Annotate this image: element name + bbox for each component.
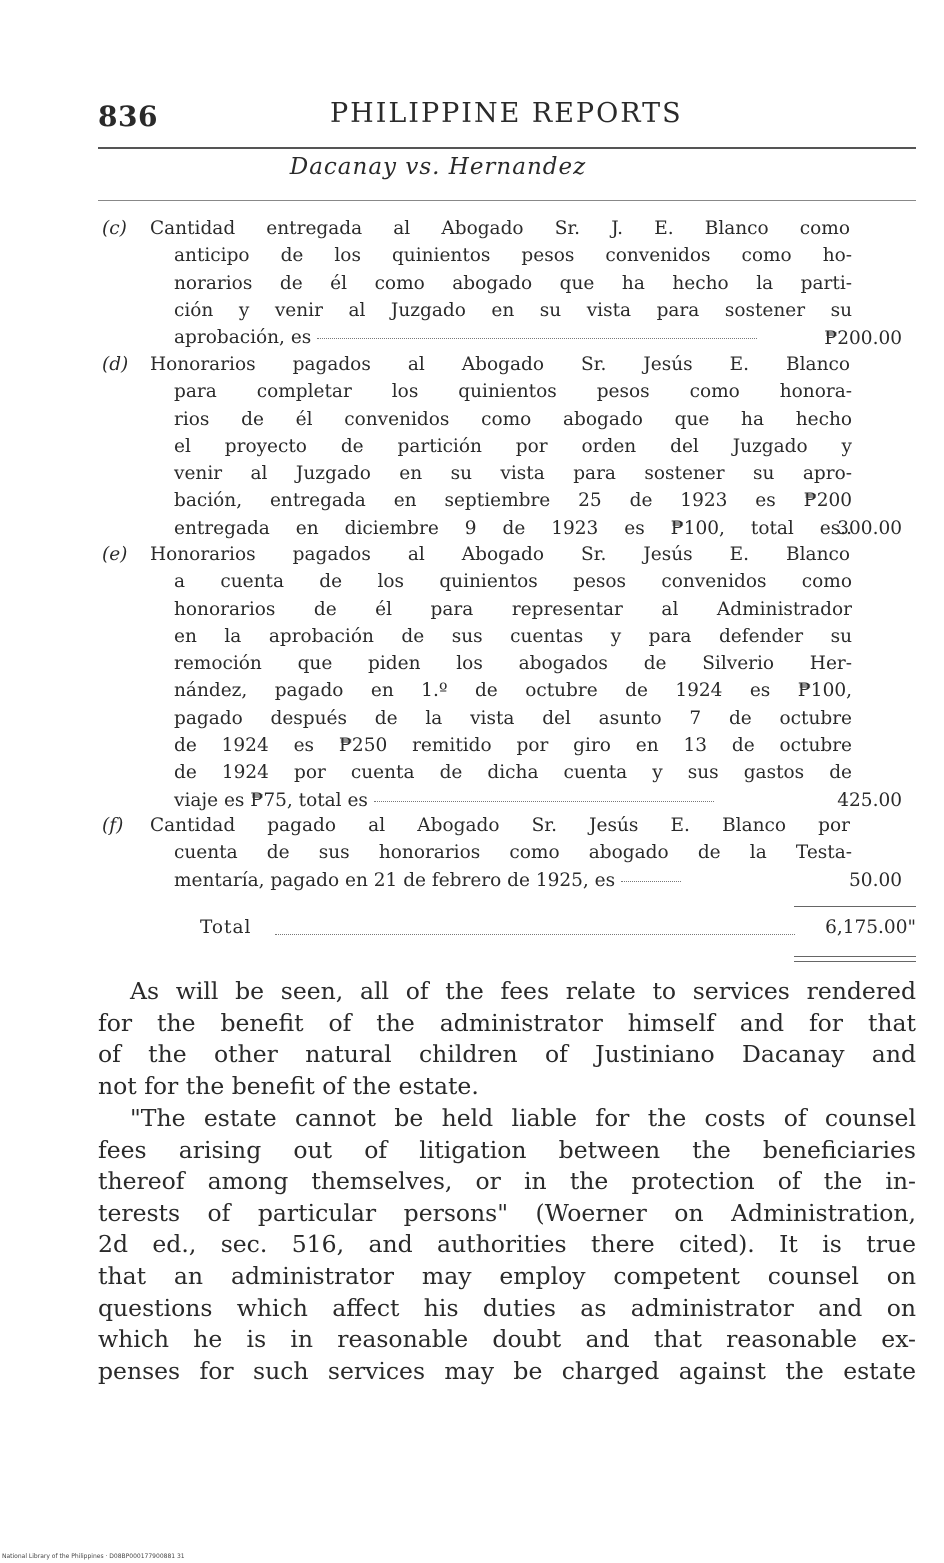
item-line-text: viaje es ₱75, total es (174, 789, 368, 811)
item-line-last (152, 787, 852, 814)
item-line: bación, entregada en septiembre 25 de 1923 es ₱200 (174, 490, 852, 512)
item-amount: 50.00 (849, 869, 902, 891)
header-rule (98, 147, 916, 149)
item-line: anticipo de los quinientos pesos convenidos como ho- (174, 245, 852, 267)
item-amount: 425.00 (837, 789, 902, 811)
paragraph-line: of the other natural children of Justiniano Dacanay and (98, 1040, 916, 1069)
item-label: (c) (102, 218, 127, 239)
leader-dots (317, 338, 757, 339)
item-line: honorarios de él para representar al Administrador (174, 598, 852, 620)
item-line: venir al Juzgado en su vista para sostener su apro- (174, 463, 852, 485)
total-label: Total (200, 917, 252, 938)
paragraph-line: fees arising out of litigation between the beneficiaries (98, 1135, 916, 1164)
total-amount: 6,175.00" (825, 917, 916, 938)
paragraph-line: questions which affect his duties as administrator and on (98, 1293, 916, 1322)
paragraph-line: terests of particular persons" (Woerner on Administration, (98, 1198, 916, 1227)
fee-item-c (102, 215, 912, 352)
journal-title: PHILIPPINE REPORTS (330, 98, 683, 129)
paragraph-line: for the benefit of the administrator himself and for that (98, 1008, 916, 1037)
item-text (152, 351, 852, 542)
item-line-last (152, 324, 852, 351)
paragraph-line: "The estate cannot be held liable for the costs of counsel (130, 1104, 916, 1132)
item-amount: 300.00 (837, 517, 902, 539)
item-line: de 1924 por cuenta de dicha cuenta y sus gastos de (174, 762, 852, 784)
item-label: (e) (102, 544, 128, 565)
item-label: (f) (102, 815, 124, 836)
item-line: cuenta de sus honorarios como abogado de la Testa- (174, 842, 852, 864)
page-number: 836 (98, 100, 158, 133)
item-line: Cantidad entregada al Abogado Sr. J. E. Blanco como (150, 218, 850, 239)
paragraph-line: penses for such services may be charged against the estate (98, 1356, 916, 1385)
paragraph-line: which he is in reasonable doubt and that reasonable ex- (98, 1325, 916, 1354)
item-line: el proyecto de partición por orden del Juzgado y (174, 435, 852, 457)
fee-item-f (102, 812, 912, 894)
item-line-last (152, 867, 852, 894)
item-text (152, 541, 852, 814)
page-header (98, 96, 916, 140)
item-line: Cantidad pagado al Abogado Sr. Jesús E. Blanco por (150, 815, 850, 836)
item-line: ción y venir al Juzgado en su vista para sostener su (174, 299, 852, 321)
item-text (152, 215, 852, 351)
item-line: en la aprobación de sus cuentas y para defender su (174, 625, 852, 647)
item-line: rios de él convenidos como abogado que ha hecho (174, 408, 852, 430)
item-line: a cuenta de los quinientos pesos convenidos como (174, 571, 852, 593)
double-rule-top (794, 956, 916, 957)
item-line-text: mentaría, pagado en 21 de febrero de 1925, es (174, 869, 616, 891)
paragraph-line: 2d ed., sec. 516, and authorities there cited). It is true (98, 1230, 916, 1259)
leader-dots (621, 881, 681, 882)
item-line: entregada en diciembre 9 de 1923 es ₱100, total es.. (174, 517, 852, 539)
fee-item-e (102, 541, 912, 814)
paragraph-2 (98, 1103, 916, 1387)
leader-dots (374, 801, 714, 802)
case-title: Dacanay vs. Hernandez (289, 154, 587, 180)
leader-dots (275, 934, 795, 935)
item-line: norarios de él como abogado que ha hecho la parti- (174, 272, 852, 294)
item-label: (d) (102, 354, 129, 375)
paragraph-line: thereof among themselves, or in the protection of the in- (98, 1167, 916, 1196)
item-amount: ₱200.00 (824, 327, 902, 349)
item-line: para completar los quinientos pesos como honora- (174, 381, 852, 403)
item-line: Honorarios pagados al Abogado Sr. Jesús E. Blanco (150, 544, 850, 565)
paragraph-line: As will be seen, all of the fees relate to services rendered (130, 977, 916, 1005)
paragraph-line: that an administrator may employ competent counsel on (98, 1261, 916, 1290)
item-line: remoción que piden los abogados de Silverio Her- (174, 653, 852, 675)
item-line: pagado después de la vista del asunto 7 de octubre (174, 707, 852, 729)
item-line: Honorarios pagados al Abogado Sr. Jesús E. Blanco (150, 354, 850, 375)
item-line: de 1924 es ₱250 remitido por giro en 13 de octubre (174, 735, 852, 757)
paragraph-1 (98, 976, 916, 1102)
item-line: nández, pagado en 1.º de octubre de 1924 es ₱100, (174, 680, 852, 702)
case-title-rule (98, 200, 916, 201)
double-rule-bottom (794, 961, 916, 962)
scan-footer: National Library of the Philippines · D08BP000177900881 31 (2, 1553, 185, 1560)
sum-rule (794, 906, 916, 907)
item-line-text: aprobación, es (174, 327, 312, 349)
paragraph-line: not for the benefit of the estate. (98, 1071, 479, 1100)
fee-item-d (102, 351, 912, 542)
item-text (152, 812, 852, 894)
